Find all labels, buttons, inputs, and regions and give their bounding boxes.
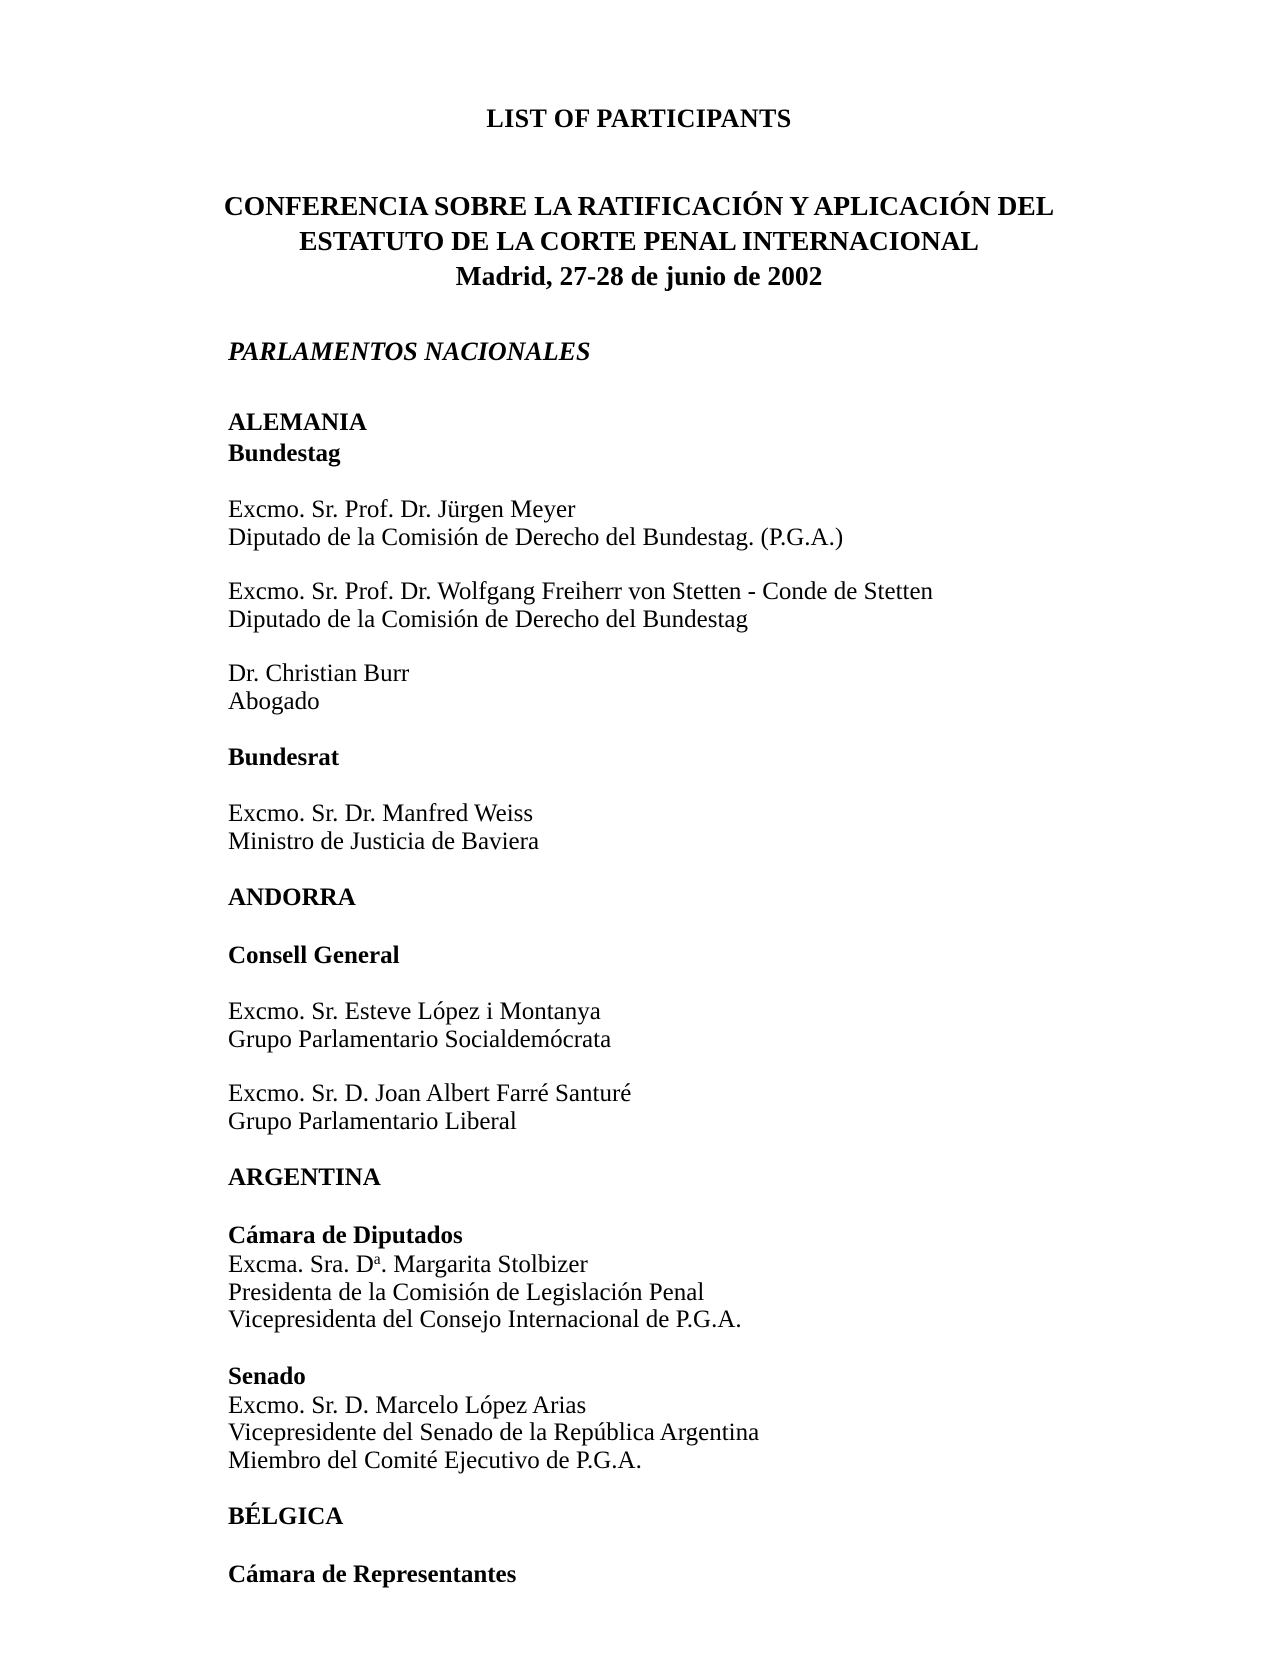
participant-entry: [228, 578, 1050, 633]
spacer: [228, 551, 1050, 578]
participant-name-prefix: Excma. Sra. D: [228, 1251, 374, 1278]
participant-role: Miembro del Comité Ejecutivo de P.G.A.: [228, 1446, 642, 1474]
participant-entry: [228, 1392, 1050, 1475]
participant-role: Ministro de Justicia de Baviera: [228, 827, 540, 855]
spacer: [228, 913, 1050, 940]
participant-role: Vicepresidente del Senado de la República Argentina: [228, 1419, 760, 1446]
participant-name: [228, 1251, 1050, 1279]
spacer: [228, 1135, 1050, 1162]
participant-role: Diputado de la Comisión de Derecho del Bundestag. (P.G.A.): [228, 523, 844, 551]
participant-entry: [228, 800, 1050, 855]
spacer: [228, 971, 1050, 998]
chamber-heading-consell-general: Consell General: [228, 942, 400, 969]
spacer: [228, 773, 1050, 800]
participant-role: Diputado de la Comisión de Derecho del Bundestag: [228, 605, 749, 633]
participant-entry: [228, 1251, 1050, 1334]
participant-name: Excmo. Sr. D. Joan Albert Farré Santuré: [228, 1080, 632, 1107]
spacer: [228, 1053, 1050, 1080]
participant-entry: [228, 998, 1050, 1053]
conference-title: [223, 188, 1055, 293]
spacer: [228, 633, 1050, 660]
conference-title-line-1: CONFERENCIA SOBRE LA RATIFICACIÓN Y APLICACIÓN DEL: [223, 190, 1055, 221]
conference-location-date: Madrid, 27-28 de junio de 2002: [455, 260, 823, 291]
participant-entry: [228, 496, 1050, 551]
participant-name: Excmo. Sr. Prof. Dr. Jürgen Meyer: [228, 496, 576, 523]
spacer: [228, 1334, 1050, 1361]
chamber-heading-bundesrat: Bundesrat: [228, 744, 340, 771]
country-heading-belgica: BÉLGICA: [228, 1503, 344, 1530]
conference-title-line-2: ESTATUTO DE LA CORTE PENAL INTERNACIONAL: [299, 225, 979, 256]
participant-name: Excmo. Sr. Dr. Manfred Weiss: [228, 800, 534, 827]
country-heading-argentina: ARGENTINA: [228, 1164, 381, 1191]
participant-entry: [228, 660, 1050, 715]
participant-name: Excmo. Sr. Prof. Dr. Wolfgang Freiherr von Stetten - Conde de Stetten: [228, 578, 934, 605]
participant-name: Excmo. Sr. D. Marcelo López Arias: [228, 1391, 587, 1419]
chamber-heading-bundestag: Bundestag: [228, 440, 341, 467]
participant-entry: [228, 1080, 1050, 1135]
spacer: [228, 1193, 1050, 1220]
country-heading-andorra: ANDORRA: [228, 884, 356, 911]
spacer: [228, 1474, 1050, 1501]
spacer: [228, 469, 1050, 496]
chamber-heading-camara-de-diputados: Cámara de Diputados: [228, 1222, 463, 1249]
chamber-heading-senado: Senado: [228, 1362, 306, 1390]
spacer: [228, 855, 1050, 882]
participant-name-suffix: . Margarita Stolbizer: [380, 1251, 588, 1278]
participant-name-ordinal-superscript: a: [373, 1250, 381, 1268]
participant-role: Grupo Parlamentario Liberal: [228, 1107, 517, 1135]
chamber-heading-camara-de-representantes: Cámara de Representantes: [228, 1561, 517, 1588]
section-heading-parlamentos-nacionales: PARLAMENTOS NACIONALES: [228, 337, 591, 366]
participant-role: Vicepresidenta del Consejo Internacional de P.G.A.: [228, 1306, 742, 1333]
participant-name: Dr. Christian Burr: [228, 660, 410, 687]
participant-role: Grupo Parlamentario Socialdemócrata: [228, 1025, 612, 1053]
spacer: [228, 1532, 1050, 1559]
participant-name: Excmo. Sr. Esteve López i Montanya: [228, 998, 601, 1025]
spacer: [228, 367, 1050, 407]
participant-role: Presidenta de la Comisión de Legislación Penal: [228, 1278, 705, 1306]
participant-role: Abogado: [228, 687, 320, 715]
page-title: LIST OF PARTICIPANTS: [486, 104, 792, 133]
spacer: [228, 715, 1050, 742]
country-heading-alemania: ALEMANIA: [228, 409, 367, 436]
